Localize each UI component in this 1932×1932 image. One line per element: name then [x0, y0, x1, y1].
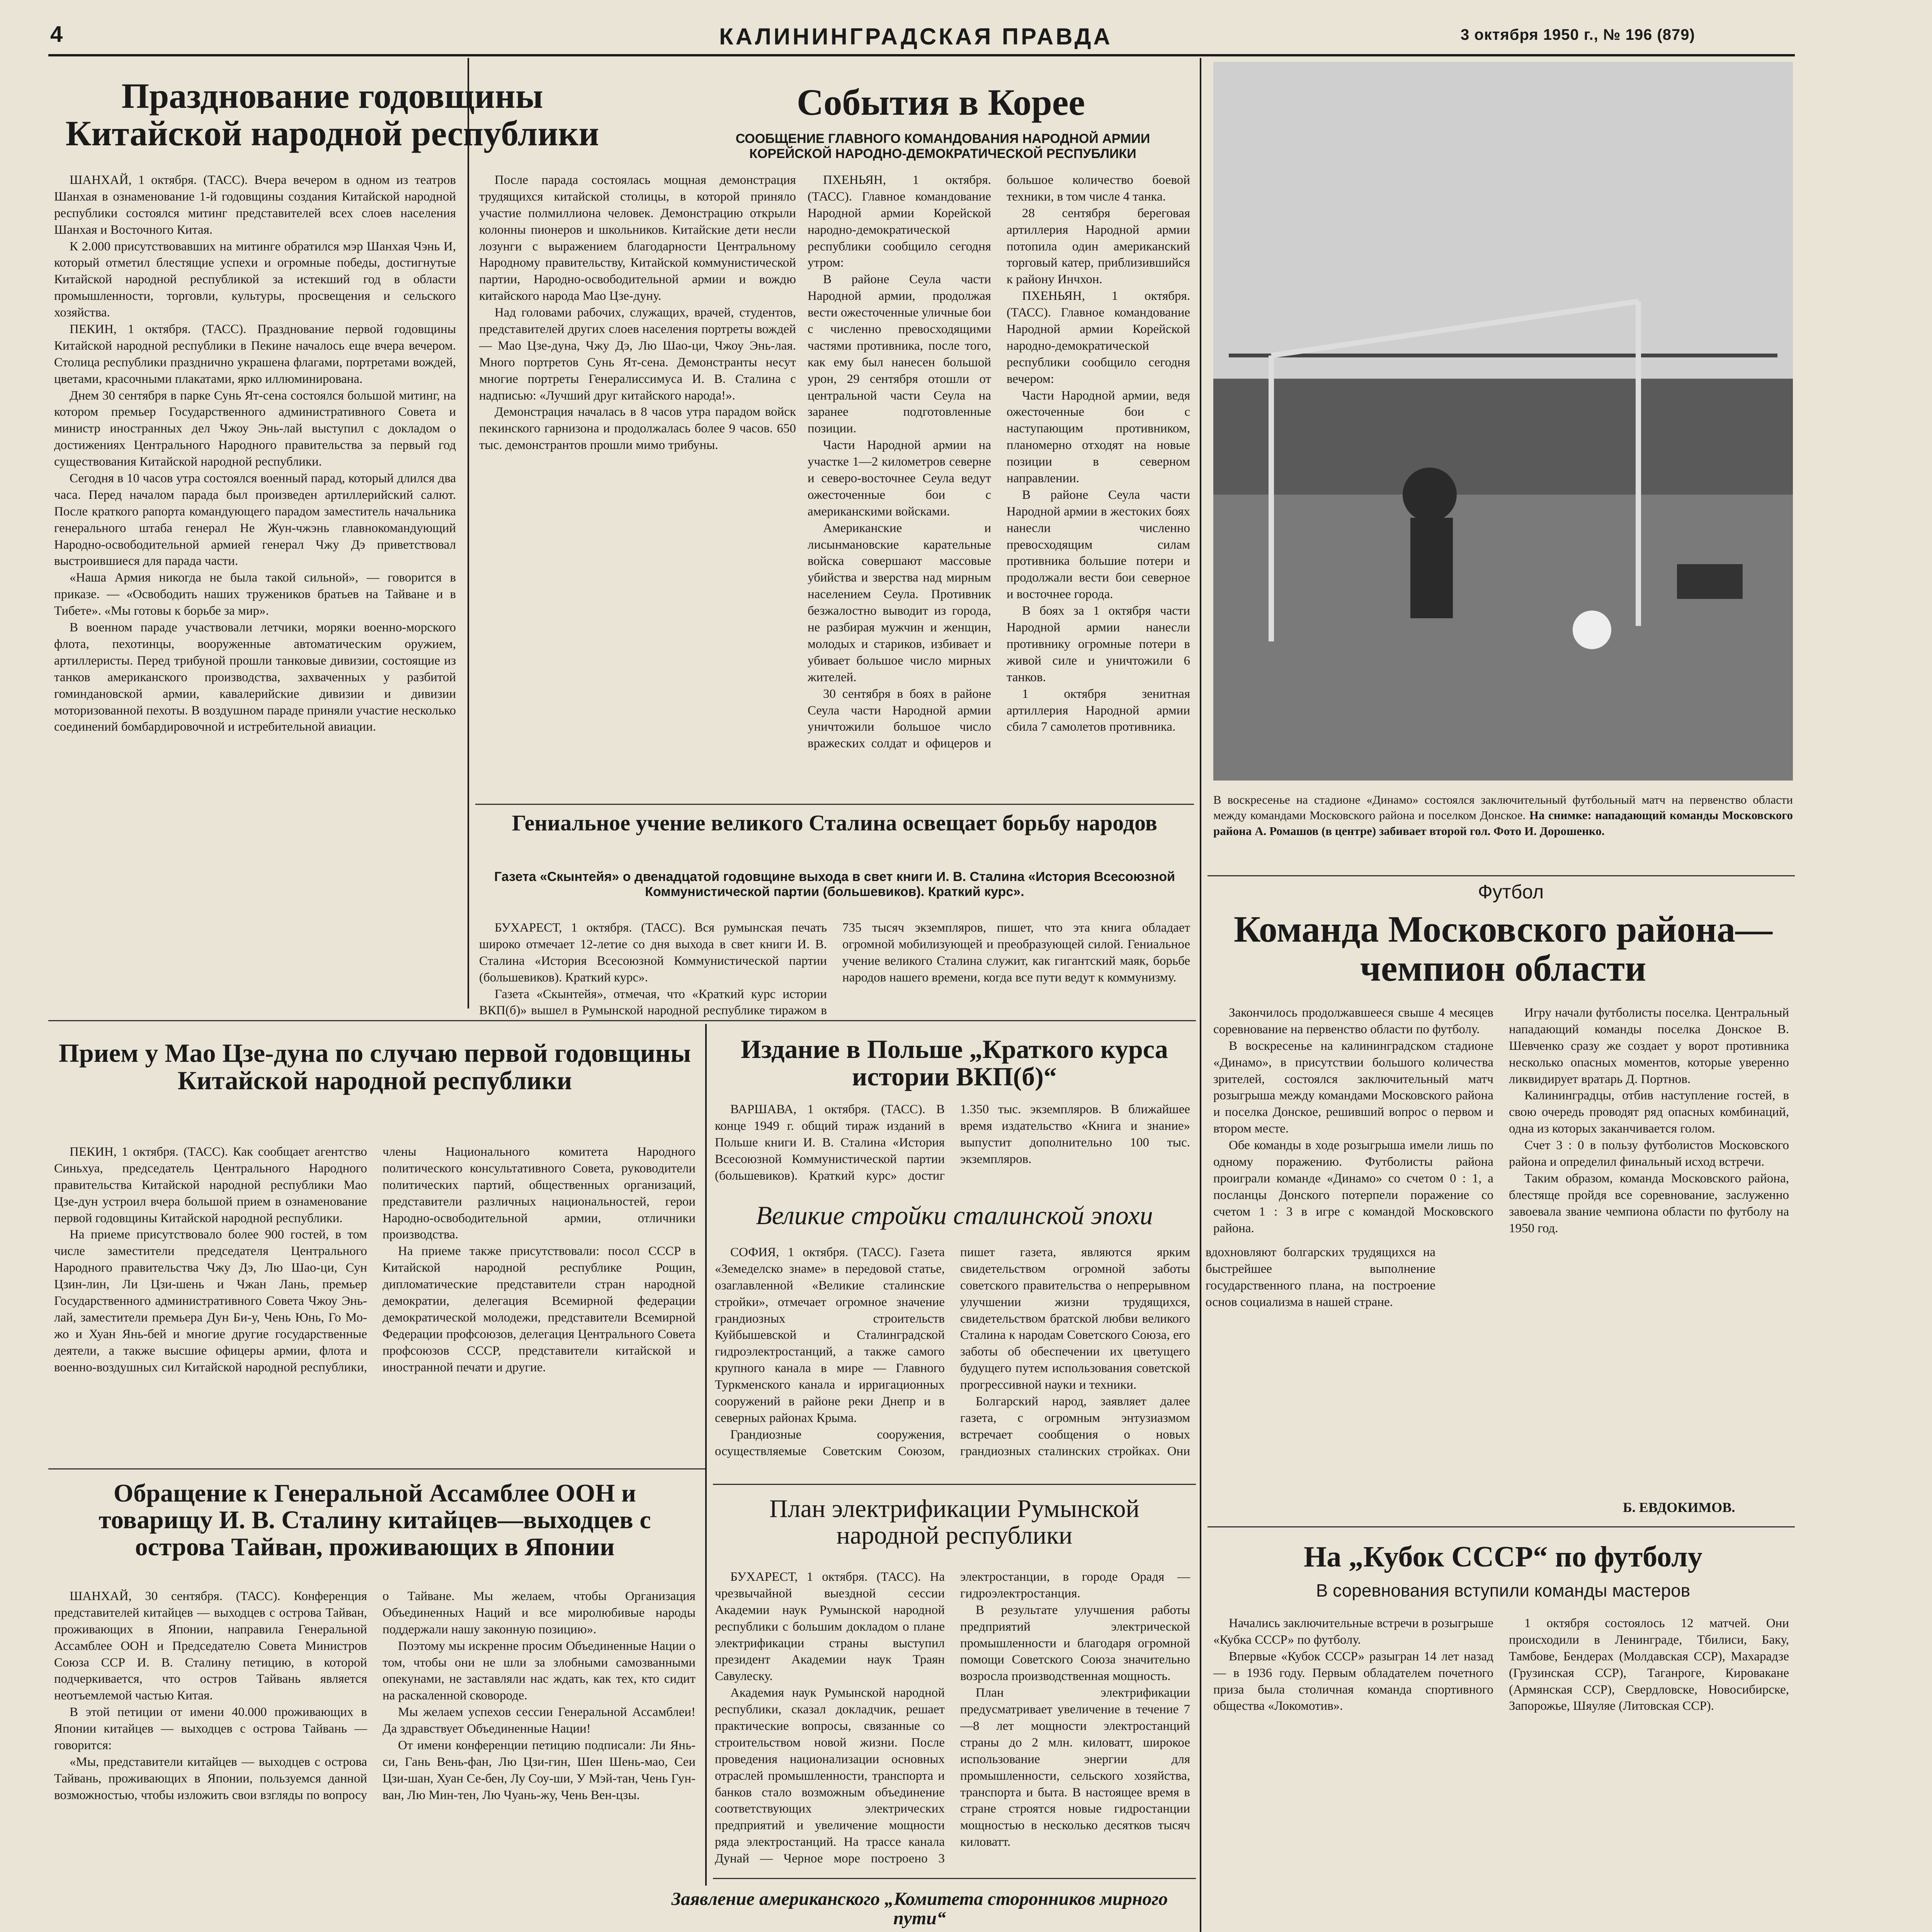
football-scene-icon: [1213, 62, 1793, 781]
un-appeal-body: ШАНХАЙ, 30 сентября. (ТАСС). Конференция представителей китайцев — выходцев с острова Тайван, проживающих в Японии, направила Генеральной Ассамблее ООН и Председателю Совета Министров Союза ССР И. В. Сталину петицию, в которой подчеркивается, что остров Тайвань является неотъемлемой частью Китая. В этой петиции от имени 40.000 проживающих в Японии китайцев — выходцев с острова Тайвань — говорится: «Мы, представители китайцев — выходцев с острова Тайвань, проживающих в Японии, пользуемся данной возможностью, чтобы изложить свои взгляды по вопросу о Тайване. Мы желаем, чтобы Организация Объединенных Наций и все миролюбивые народы поддержали нашу законную позицию». Поэтому мы искренне просим Объединенные Нации о том, чтобы они не шли за злобными самозванными опекунами, не заставляли нас ждать, как тех, кто сидит на раскаленной сковороде. Мы желаем успехов сессии Генеральной Ассамблеи! Да здравствует Объединенные Нации! От имени конференции петицию подписали: Ли Янь-си, Гань Вень-фан, Лю Цзи-гин, Шен Шень-мао, Сеи Цзи-шан, Хуан Се-бен, Лу Соу-ши, У Мэй-тан, Чень Гун-ван, Лю Мин-тен, Лю Чуань-жу, Чень Вен-цзы.: [54, 1589, 696, 1802]
mao-body: ПЕКИН, 1 октября. (ТАСС). Как сообщает агентство Синьхуа, председатель Центрального Народного правительства Китайской народной республики Мао Цзе-дун устроил вчера большой прием в ознаменование первой годовщины Китайской народной республики. На приеме присутствовало более 900 гостей, в том числе заместители председателя Центрального Народного правительства Чжу Дэ, Лю Шао-ци, Сун Цзин-лин, Ли Цзи-шень и Чжан Лань, премьер Государственного административного Совета Чжоу Энь-лай, заместители премьера Дун Би-у, Чень Юнь, Го Мо-жо и Хуан Янь-бей и многие другие государственные деятели, а также высшие офицеры армии, флота и военно-воздушных сил Китайской народной республики, члены Национального комитета Народного политического консультативного Совета, руководители политических партий, общественных организаций, представители различных национальностей, герои Народно-освободительной армии, отличники производства. На приеме также присутствовали: посол СССР в Китайской народной республике Рощин, дипломатические представители стран народной демократии, делегация Всемирной федерации демократической молодежи, представители Всемирной Федерации профсоюзов, делегация Центрального Совета профсоюзов СССР, представители китайской и иностранной печати и другие.: [54, 1145, 696, 1374]
photo-caption: В воскресенье на стадионе «Динамо» состоялся заключительный футбольный матч на первенство области между командами Московского района и поселком Донское. На снимке: нападающий команды Московского района А. Ромашов (в центре) забивает второй гол. Фото И. Дорошенко.: [1213, 793, 1793, 838]
korea-subhead: СООБЩЕНИЕ ГЛАВНОГО КОМАНДОВАНИЯ НАРОДНОЙ АРМИИ КОРЕЙСКОЙ НАРОДНО-ДЕМОКРАТИЧЕСКОЙ РЕСПУБЛИКИ: [735, 131, 1150, 162]
sport-body: Закончилось продолжавшееся свыше 4 месяцев соревнование на первенство области по футболу. В воскресенье на калининградском стадионе «Динамо», в присутствии большого количества зрителей, состоялся заключительный матч розыгрыша между командами Московского района и поселка Донское, решивший вопрос о первом и втором месте. Обе команды в ходе розыгрыша имели лишь по одному поражению. Футболисты района проиграли команде «Динамо» со счетом 0 : 1, а посланцы Донского потерпели поражение со счетом 1 : 3 в игре с командой Московского района. Игру начали футболисты поселка. Центральный нападающий команды поселка Донское В. Шевченко сразу же создает у ворот противника несколько опасных моментов, которые уверенно ликвидирует вратарь Д. Портнов. Калининградцы, отбив наступление гостей, в свою очередь проводят ряд опасных комбинаций, одна из которых заканчивается голом. Счет 3 : 0 в пользу футболистов Московского района и определил финальный исход встречи. Таким образом, команда Московского района, блестяще пройдя все соревнование, заслуженно завоевала звание чемпиона области по футболу на 1950 год.: [1213, 1006, 1789, 1235]
american-committee-headline: Заявление американского „Комитета сторонников мирного пути“: [671, 1889, 1168, 1929]
poland-headline: Издание в Польше „Краткого курса истории ВКП(б)“: [741, 1034, 1168, 1092]
issue-info: 3 октября 1950 г., № 196 (879): [1461, 26, 1695, 43]
korea-headline: События в Корее: [797, 82, 1085, 123]
poland-body: ВАРШАВА, 1 октября. (ТАСС). В конце 1949 г. общий тираж изданий в Польше книги И. В. Сталина «История Всесоюзной Коммунистической партии (большевиков). Краткий курс» достиг 1.350 тыс. экземпляров. В ближайшее время издательство «Книга и знание» выпустит дополнительно 100 тыс. экземпляров.: [715, 1102, 1190, 1183]
football-photo: [1213, 62, 1793, 781]
cup-body: Начались заключительные встречи в розыгрыше «Кубка СССР» по футболу. Впервые «Кубок СССР» разыгран 14 лет назад — в 1936 году. Первым обладателем почетного приза была столичная команда спортивного общества «Локомотив». 1 октября состоялось 12 матчей. Они происходили в Ленинграде, Тбилиси, Баку, Тамбове, Бендерах (Молдавская ССР), Махарадзе (Грузинская ССР), Таганроге, Кировакане (Армянская ССР), Свердловске, Новосибирске, Запорожье, Шяуляе (Литовская ССР).: [1213, 1616, 1789, 1713]
sport-headline: Команда Московского района— чемпион области: [1233, 908, 1773, 989]
construction-body: СОФИЯ, 1 октября. (ТАСС). Газета «Земеделско знаме» в передовой статье, озаглавленной «Великие сталинские стройки», отмечает огромное значение грандиозных строительств Куйбышевской и Сталинградской гидроэлектростанций, а также самого крупного канала в мире — Главного Туркменского канала и ирригационных сооружений в районе реки Днепр и в северных районах Крыма. Грандиозные сооружения, осуществляемые Советским Союзом, пишет газета, являются ярким свидетельством огромной заботы советского правительства о непрерывном улучшении жизни трудящихся, свидетельством братской любви великого Сталина к народам Советского Союза, его заботы об обеспечении их цветущего будущего путем использования советской прогрессивной науки и техники. Болгарский народ, заявляет далее газета, с огромным энтузиазмом встречает сообщения о новых грандиозных сталинских стройках. Они вдохновляют болгарских трудящихся на быстрейшее выполнение государственного плана, на построение основ социализма в нашей стране.: [715, 1245, 1435, 1458]
stalin-subhead: Газета «Скынтейя» о двенадцатой годовщине выхода в свет книги И. В. Сталина «История Всесоюзной Коммунистической партии (большевиков). Краткий курс».: [494, 869, 1175, 900]
china-anniversary-body: ШАНХАЙ, 1 октября. (ТАСС). Вчера вечером в одном из театров Шанхая в ознаменование 1-й годовщины создания Китайской народной республики состоялся митинг представителей всех слоев населения Шанхая и Восточного Китая. К 2.000 присутствовавших на митинге обратился мэр Шанхая Чэнь И, который отметил блестящие успехи и огромные победы, достигнутые Китайской народной республикой за истекший год в области промышленности, торговли, культуры, просвещения и сельского хозяйства. ПЕКИН, 1 октября. (ТАСС). Празднование первой годовщины Китайской народной республики в Пекине началось еще вчера вечером. Столица республики празднично украшена флагами, портретами вождей, цветами, красочными плакатами, ярко иллюминирована. Днем 30 сентября в парке Сунь Ят-сена состоялся большой митинг, на котором премьер Государственного административного Совета и министр иностранных дел Чжоу Энь-лай выступил с докладом о достижениях Центрального Народного правительства за первый год существования Китайской народной республики. Сегодня в 10 часов утра состоялся военный парад, который длился два часа. Перед началом парада был произведен артиллерийский салют. После краткого рапорта командующего парадом заместитель начальника генерального штаба генерал Не Жун-чжэнь главнокомандующий Народно-освободительной армией генерал Чжу Дэ приветствовал выстроившиеся для парада части. «Наша Армия никогда не была такой сильной», — говорится в приказе. — «Освободить наших тружеников братьев на Тайване и в Тибете». «Мы готовы к борьбе за мир». В военном параде участвовали летчики, моряки военно-морского флота, пехотинцы, вооруженные автоматическим оружием, артиллеристы. Перед трибуной прошли танковые дивизии, состоящие из танков американского производства, захваченных у разбитой гоминдановской армии, кавалерийские дивизии и дивизии моторизованной пехоты. В воздушном параде приняли участие несколько соединений бомбардировочной и истребительной авиации.: [54, 173, 456, 734]
romania-body: БУХАРЕСТ, 1 октября. (ТАСС). На чрезвычайной выездной сессии Академии наук Румынской народной республики с большим докладом о плане электрификации страны выступил президент Академии наук Траян Савулеску. Академия наук Румынской народной республики, сказал докладчик, решает практические вопросы, связанные со строительством новой жизни. После проведения национализации основных отраслей промышленности, транспорта и банков стало возможным объединение соответствующих электрических предприятий и увеличение мощности ряда электростанций. На трассе канала Дунай — Черное море построено 3 электростанции, в городе Орадя — гидроэлектростанция. В результате улучшения работы предприятий электрической промышленности и благодаря огромной помощи Советского Союза значительно возросла производственная мощность. План электрификации предусматривает увеличение в течение 7—8 лет мощности электростанций страны до 2 млн. киловатт, широкое использование энергии для промышленности, сельского хозяйства, транспорта и быта. В настоящее время в стране строятся новые гидростанции мощностью в несколько десятков тысяч киловатт.: [715, 1570, 1190, 1866]
korea-body: ПХЕНЬЯН, 1 октября. (ТАСС). Главное командование Народной армии Корейской народно-демократической республики сообщило сегодня утром: В районе Сеула части Народной армии, продолжая вести ожесточенные уличные бои с численно превосходящими частями противника, после того, как ему был нанесен большой урон, 29 сентября отошли от центральной части Сеула на заранее подготовленные позиции. Части Народной армии на участке 1—2 километров северне и северо-восточнее Сеула ведут ожесточенные бои с американскими войсками. Американские и лисынмановские карательные войска совершают массовые убийства и зверства над мирным населением Сеула. Противник безжалостно выводит из города, не разбирая мужчин и женщин, молодых и стариков, избивает и убивает большое число мирных жителей. 30 сентября в боях в районе Сеула части Народной армии уничтожили большое число вражеских солдат и офицеров и большое количество боевой техники, в том числе 4 танка. 28 сентября береговая артиллерия Народной армии потопила один американский торговый катер, приблизившийся к району Инчхон. ПХЕНЬЯН, 1 октября. (ТАСС). Главное командование Народной армии Корейской народно-демократической республики сообщило сегодня вечером: Части Народной армии, ведя ожесточенные бои с наступающим противником, планомерно отходят на новые позиции в северном направлении. В районе Сеула части Народной армии в жестоких боях нанесли численно превосходящим силам противника большие потери и продолжали вести бои северное и восточнее города. В боях за 1 октября части Народной армии нанесли противнику огромные потери в живой силе и уничтожили 6 танков. 1 октября зенитная артиллерия Народной армии сбила 7 самолетов противника.: [808, 173, 1190, 751]
china-anniversary-headline: Празднование годовщины Китайской народной республики: [65, 76, 599, 153]
mao-headline: Прием у Мао Цзе-дуна по случаю первой годовщины Китайской народной республики: [58, 1038, 691, 1095]
page-number: 4: [50, 22, 65, 47]
newspaper-title: КАЛИНИНГРАДСКАЯ ПРАВДА: [719, 24, 1112, 49]
stalin-body: БУХАРЕСТ, 1 октября. (ТАСС). Вся румынская печать широко отмечает 12-летие со дня выхода в свет книги И. В. Сталина «История Всесоюзной Коммунистической партии (большевиков). Краткий курс». Газета «Скынтейя», отмечая, что «Краткий курс истории ВКП(б)» вышел в Румынской народной республике тиражом в 735 тысяч экземпляров, пишет, что эта книга обладает огромной мобилизующей и преобразующей силой. Гениальное учение великого Сталина служит, как гигантский маяк, борьбе народов нашего времени, когда все пути ведут к коммунизму.: [479, 921, 1190, 1018]
sport-byline: Б. ЕВДОКИМОВ.: [1623, 1500, 1735, 1515]
romania-headline: План электрификации Румынской народной республики: [769, 1495, 1139, 1550]
stalin-headline: Гениальное учение великого Сталина освещает борьбу народов: [512, 810, 1157, 835]
cup-subhead: В соревнования вступили команды мастеров: [1316, 1580, 1690, 1600]
sport-rubric: Футбол: [1478, 881, 1544, 903]
un-appeal-headline: Обращение к Генеральной Ассамблее ООН и товарищу И. В. Сталину китайцев—выходцев с острова Тайван, проживающих в Японии: [99, 1479, 651, 1561]
construction-headline: Великие стройки сталинской эпохи: [756, 1201, 1153, 1230]
china-anniversary-body-2: После парада состоялась мощная демонстрация трудящихся китайской столицы, в которой приняло участие полмиллиона человек. Демонстрацию открыли колонны пионеров и школьников. Китайские дети несли лозунги с выражением благодарности Центральному Народному правительству, Китайской коммунистической партии, Народно-освободительной армии и вождю китайского народа Мао Цзе-дуну. Над головами рабочих, служащих, врачей, студентов, представителей других слоев населения портреты вождей — Мао Цзе-дуна, Чжу Дэ, Лю Шао-ци, Чжоу Энь-лая. Много портретов Сунь Ят-сена. Демонстранты несут многие портреты Генералиссимуса И. В. Сталина с надписью: «Лучший друг китайского народа!». Демонстрация началась в 8 часов утра парадом войск пекинского гарнизона и продолжалась более 9 часов. 650 тыс. демонстрантов прошли мимо трибуны.: [479, 173, 796, 452]
cup-headline: На „Кубок СССР“ по футболу: [1304, 1541, 1702, 1573]
